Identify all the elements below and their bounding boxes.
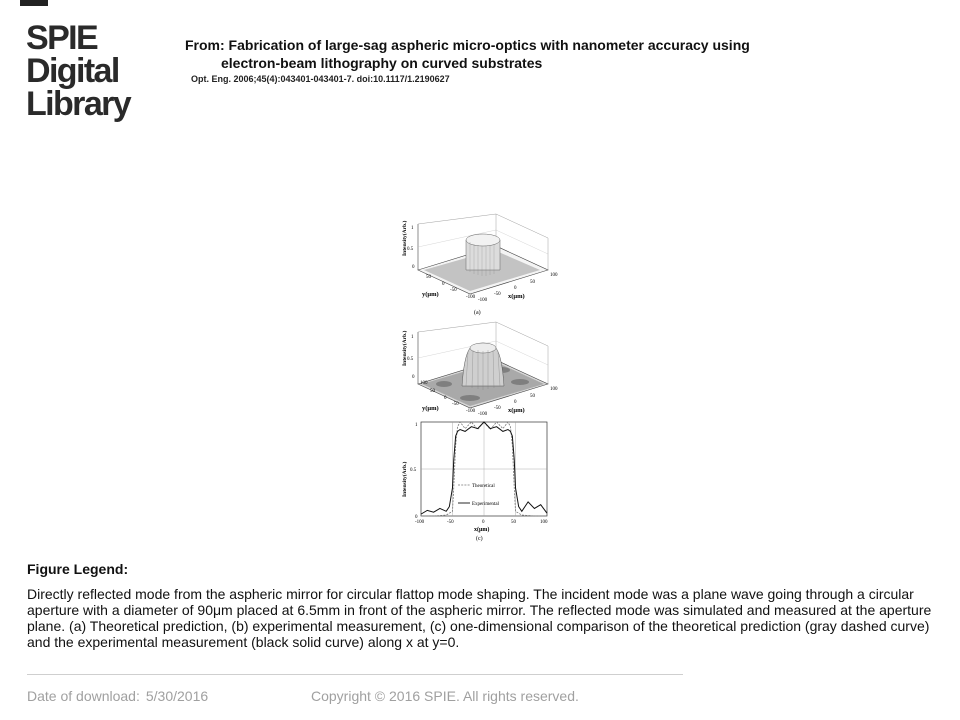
article-title-line1: From: Fabrication of large-sag aspheric micro-optics with nanometer accuracy using bbox=[185, 37, 750, 53]
panel-b-ztick-05: 0.5 bbox=[407, 357, 414, 362]
panel-b-ytick-3: 0 bbox=[444, 396, 447, 401]
panel-a-ztick-05: 0.5 bbox=[407, 247, 414, 252]
panel-c-caption: (c) bbox=[476, 536, 483, 542]
panel-a bbox=[401, 214, 558, 316]
panel-b-xtick-2: 50 bbox=[530, 394, 535, 399]
logo-line-1: SPIE bbox=[26, 19, 98, 57]
panel-a-xtick-3: 0 bbox=[514, 286, 517, 291]
panel-b-ztick-1: 1 bbox=[411, 335, 414, 340]
logo-line-2: Digital bbox=[26, 52, 119, 90]
copyright: Copyright © 2016 SPIE. All rights reserved. bbox=[311, 688, 579, 704]
panel-a-xtick-4: -50 bbox=[494, 292, 501, 297]
panel-b-ytick-1: 100 bbox=[420, 381, 428, 386]
panel-b-ylabel: Intensity(Arb.) bbox=[402, 330, 408, 366]
panel-a-ytick-4: -100 bbox=[466, 295, 476, 300]
panel-a-ytick-2: 0 bbox=[442, 282, 445, 287]
download-date-label: Date of download: bbox=[27, 688, 140, 704]
article-title-line2: electron-beam lithography on curved substrates bbox=[221, 55, 543, 71]
panel-a-y-axis-label: y(μm) bbox=[422, 291, 439, 298]
panel-a-ytick-1: 50 bbox=[426, 275, 431, 280]
panel-b-ytick-5: -100 bbox=[466, 409, 476, 414]
panel-a-xtick-2: 50 bbox=[530, 280, 535, 285]
article-title bbox=[185, 36, 885, 72]
panel-b-ztick-0: 0 bbox=[412, 375, 415, 380]
legend-experimental-label: Experimental bbox=[472, 502, 499, 507]
spie-digital-library-logo[interactable] bbox=[26, 19, 156, 123]
panel-a-ztick-1: 1 bbox=[411, 226, 414, 231]
panel-b-ytick-4: -50 bbox=[452, 402, 459, 407]
figure-svg bbox=[390, 212, 570, 548]
panel-c-xtick-4: 50 bbox=[511, 520, 516, 525]
panel-c-xtick-3: 0 bbox=[482, 520, 485, 525]
corner-mark bbox=[20, 0, 48, 6]
figure-legend-title: Figure Legend: bbox=[27, 561, 129, 577]
panel-b-xtick-4: -50 bbox=[494, 406, 501, 411]
panel-c-ytick-1: 1 bbox=[415, 423, 418, 428]
panel-c-xtick-5: 100 bbox=[540, 520, 548, 525]
panel-c-xlabel: x(μm) bbox=[474, 527, 490, 533]
panel-b-xtick-3: 0 bbox=[514, 400, 517, 405]
panel-c-ytick-05: 0.5 bbox=[410, 468, 417, 473]
panel-c-xtick-1: -100 bbox=[415, 520, 425, 525]
legend-theoretical-label: Theoretical bbox=[472, 484, 495, 489]
panel-c bbox=[401, 422, 548, 542]
panel-c-ytick-0: 0 bbox=[415, 515, 418, 520]
panel-a-xtick-1: 100 bbox=[550, 273, 558, 278]
panel-b-xtick-1: 100 bbox=[550, 387, 558, 392]
panel-a-ylabel: Intensity(Arb.) bbox=[402, 220, 408, 256]
logo-line-3: Library bbox=[26, 85, 131, 123]
panel-b-x-axis-label: x(μm) bbox=[508, 407, 525, 414]
panel-a-x-axis-label: x(μm) bbox=[508, 293, 525, 300]
panel-b-xtick-5: -100 bbox=[478, 412, 488, 417]
panel-a-xtick-5: -100 bbox=[478, 298, 488, 303]
figure bbox=[390, 212, 570, 548]
panel-b bbox=[401, 322, 558, 431]
download-date bbox=[27, 688, 208, 704]
panel-b-y-axis-label: y(μm) bbox=[422, 405, 439, 412]
download-date-value: 5/30/2016 bbox=[145, 688, 209, 704]
panel-a-ztick-0: 0 bbox=[412, 265, 415, 270]
article-header bbox=[185, 36, 885, 84]
citation: Opt. Eng. 2006;45(4):043401-043401-7. doi:10.1117/1.2190627 bbox=[191, 74, 450, 84]
panel-c-ylabel: Intensity(Arb.) bbox=[402, 461, 408, 497]
panel-b-ytick-2: 50 bbox=[430, 389, 435, 394]
panel-a-ytick-3: -50 bbox=[450, 288, 457, 293]
figure-legend-text: Directly reflected mode from the aspheric mirror for circular flattop mode shaping. The incident mode was a plane wave going through a circular aperture with a diameter of 90μm placed at 6.5mm in front of the aspheric mirror. The reflected mode was simulated and measured at the aperture plane. (a) Theoretical prediction, (b) experimental measurement, (c) one-dimensional comparison of the theoretical prediction (gray dashed curve) and the experimental measurement (black solid curve) along x at y=0. bbox=[27, 586, 932, 650]
panel-c-xtick-2: -50 bbox=[447, 520, 454, 525]
footer-divider bbox=[27, 674, 683, 675]
panel-a-caption: (a) bbox=[474, 310, 481, 316]
